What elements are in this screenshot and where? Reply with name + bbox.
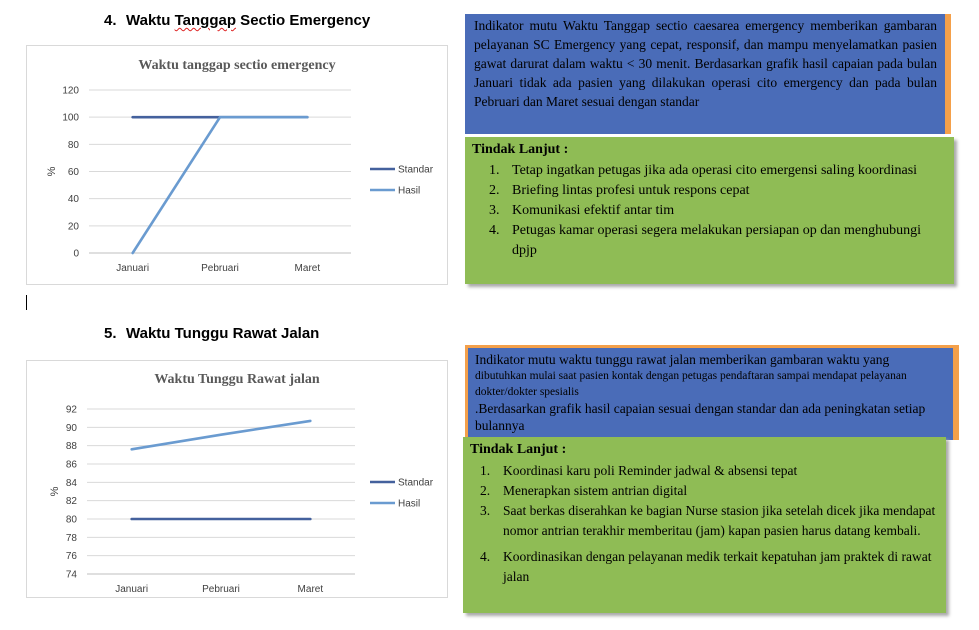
legend-label: Hasil	[398, 185, 421, 197]
tindak-lanjut-title: Tindak Lanjut :	[472, 142, 569, 157]
item-number: 3.	[480, 503, 491, 518]
item-text: Menerapkan sistem antrian digital	[503, 483, 688, 498]
item-number: 2.	[480, 483, 491, 498]
legend-label: Standar	[398, 477, 434, 489]
indikator-box-5	[465, 345, 959, 440]
tindak-lanjut-item	[470, 461, 942, 481]
item-number: 4.	[480, 549, 491, 564]
indikator-line-1: Indikator mutu waktu tunggu rawat jalan memberikan gambaran waktu yang	[475, 352, 890, 367]
item-number: 3.	[489, 203, 500, 218]
item-text: Briefing lintas profesi untuk respons cepat	[512, 183, 750, 198]
chart-svg	[27, 361, 447, 597]
y-axis-label: %	[46, 166, 58, 177]
x-tick-label: Januari	[116, 263, 150, 274]
tindak-lanjut-box-4	[465, 137, 954, 284]
y-tick-label: 80	[67, 139, 79, 151]
item-text: Komunikasi efektif antar tim	[512, 203, 675, 218]
section-4-title-b: Tanggap	[174, 12, 237, 29]
tindak-lanjut-item	[472, 201, 941, 221]
chart-svg	[27, 46, 447, 284]
indikator-small: dibutuhkan mulai saat pasien kontak dengan petugas pendaftaran sampai mendapat pelayanan dokter/dokter spesialis	[475, 370, 907, 398]
item-number: 4.	[489, 223, 500, 238]
y-tick-label: 60	[67, 167, 79, 178]
y-tick-label: 78	[65, 532, 77, 544]
section-5-number: 5.	[104, 325, 117, 342]
x-tick-label: Pebruari	[202, 584, 240, 595]
y-tick-label: 100	[62, 112, 79, 124]
y-tick-label: 80	[65, 514, 77, 526]
tindak-lanjut-item	[470, 547, 942, 587]
chart-waktu-tanggap	[26, 45, 448, 285]
item-number: 1.	[489, 163, 500, 178]
tindak-lanjut-item	[472, 221, 941, 261]
x-tick-label: Maret	[294, 263, 321, 274]
item-text: Koordinasikan dengan pelayanan medik terkait kepatuhan jam praktek di rawat jalan	[503, 549, 932, 584]
y-tick-label: 82	[65, 496, 77, 508]
indikator-line-2: .Berdasarkan grafik hasil capaian sesuai dengan standar dan ada peningkatan setiap bulannya	[475, 401, 926, 433]
tindak-lanjut-item	[470, 481, 942, 501]
y-tick-label: 0	[73, 248, 79, 260]
tindak-lanjut-title: Tindak Lanjut :	[470, 442, 567, 457]
section-4-number: 4.	[104, 12, 117, 29]
item-number: 1.	[480, 463, 491, 478]
y-tick-label: 120	[62, 85, 79, 97]
legend-label: Hasil	[398, 498, 421, 510]
y-tick-label: 76	[65, 551, 77, 563]
item-number: 2.	[489, 183, 500, 198]
y-tick-label: 74	[65, 569, 77, 581]
item-text: Saat berkas diserahkan ke bagian Nurse stasion jika setelah dicek jika mendapat nomor antrian terakhir memberitau (jam) kapan pasien harus datang kembali.	[503, 503, 936, 538]
chart-title: Waktu tanggap sectio emergency	[138, 58, 336, 73]
series-line-hasil	[133, 117, 308, 253]
item-text: Petugas kamar operasi segera melakukan persiapan op dan menghubungi dpjp	[512, 223, 921, 258]
section-5-heading	[104, 325, 319, 342]
y-tick-label: 90	[65, 422, 77, 434]
item-text: Koordinasi karu poli Reminder jadwal & absensi tepat	[503, 463, 798, 478]
section-4-heading	[104, 12, 370, 29]
tindak-lanjut-item	[470, 501, 942, 541]
y-tick-label: 86	[65, 459, 77, 471]
tindak-lanjut-list	[472, 161, 941, 261]
tindak-lanjut-box-5	[463, 437, 946, 613]
y-tick-label: 40	[67, 194, 79, 206]
section-4-title-c: Sectio Emergency	[236, 12, 371, 29]
tindak-lanjut-item	[472, 181, 941, 201]
text-cursor	[26, 295, 27, 310]
section-4-title-a: Waktu	[126, 12, 175, 29]
section-5-title: Waktu Tunggu Rawat Jalan	[126, 325, 320, 342]
chart-waktu-tunggu	[26, 360, 448, 598]
tindak-lanjut-list	[470, 461, 942, 587]
y-axis-label: %	[49, 486, 61, 497]
y-tick-label: 20	[67, 221, 79, 233]
y-tick-label: 92	[65, 404, 77, 416]
y-tick-label: 84	[65, 477, 77, 489]
legend-label: Standar	[398, 164, 434, 176]
x-tick-label: Pebruari	[201, 263, 239, 274]
x-tick-label: Maret	[297, 584, 324, 595]
y-tick-label: 88	[65, 441, 77, 453]
indikator-box-4	[465, 14, 951, 134]
tindak-lanjut-item	[472, 161, 941, 181]
indikator-text-4: Indikator mutu Waktu Tanggap sectio caesarea emergency memberikan gambaran pelayanan SC Emergency yang cepat, responsif, dan mampu menyelamatkan pasien gawat darurat dalam waktu < 30 menit. Berdasarkan grafik hasil capaian pada bulan Januari tidak ada pasien yang dilakukan operasi cito emergency dan pada bulan Pebruari dan Maret sesuai dengan standar	[474, 18, 937, 109]
chart-title: Waktu Tunggu Rawat jalan	[154, 372, 320, 387]
series-line-hasil	[132, 421, 311, 449]
x-tick-label: Januari	[115, 584, 149, 595]
item-text: Tetap ingatkan petugas jika ada operasi cito emergensi saling koordinasi	[512, 163, 918, 178]
